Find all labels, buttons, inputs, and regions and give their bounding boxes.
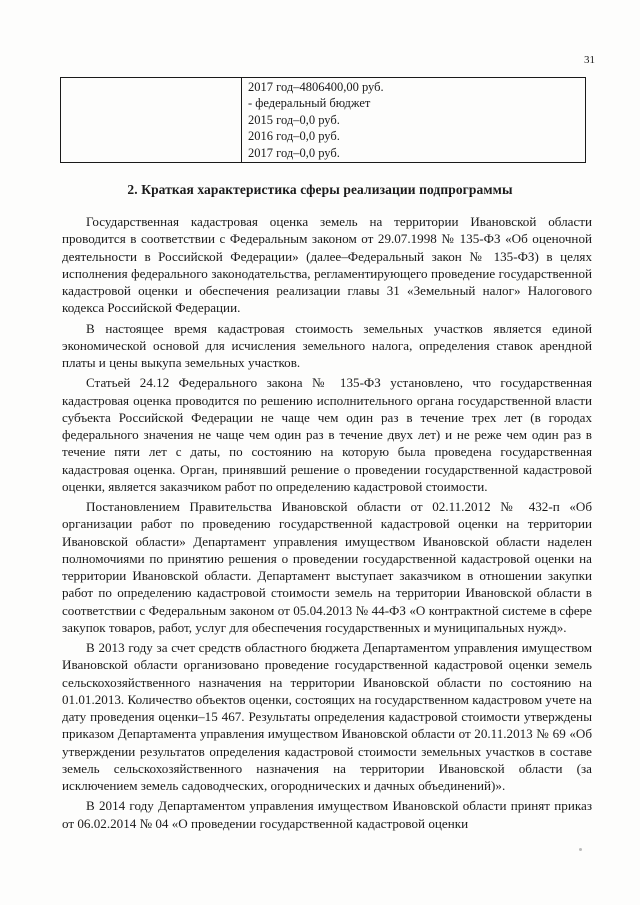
paragraph: В настоящее время кадастровая стоимость земельных участков является единой экономической основой для исчисления земельного налога, определения ставок арендной платы и цены выкупа земельных участков. xyxy=(62,320,592,370)
funding-table xyxy=(60,77,586,163)
table-line: 2017 год–0,0 руб. xyxy=(248,145,340,160)
paragraph: Статьей 24.12 Федерального закона № 135-ФЗ установлено, что государственная кадастровая оценка проводится по решению исполнительного органа государственной власти субъекта Российской Федерации не чаще чем один раз в течение трех лет (в городах федерального значения не чаще чем один раз в течение двух лет) и не реже чем один раз в течение пяти лет с даты, по состоянию на которую была проведена государственная кадастровая оценка. Орган, принявший решение о проведении государственной кадастровой оценки, является заказчиком работ по определению кадастровой стоимости. xyxy=(62,375,592,494)
paragraph: Государственная кадастровая оценка земель на территории Ивановской области проводится в соответствии с Федеральным законом от 29.07.1998 № 135-ФЗ «Об оценочной деятельности в Российской Федерации» (далее–Федеральный закон № 135-ФЗ) в целях исполнения федерального законодательства, регламентирующего проведение государственной кадастровой оценки и обеспечения реализации главы 31 «Земельный налог» Налогового кодекса Российской Федерации. xyxy=(62,214,592,316)
table-line: 2015 год–0,0 руб. xyxy=(248,112,340,127)
page-number: 31 xyxy=(584,54,595,66)
table-row xyxy=(61,78,586,163)
paragraph: В 2013 году за счет средств областного бюджета Департаментом управления имуществом Ивановской области организовано проведение государственной кадастровой оценки земель сельскохозяйственного назначения на территории Ивановской области по состоянию на 01.01.2013. Количество объектов оценки, состоящих на государственном кадастровом учете на дату проведения оценки–15 467. Результаты определения кадастровой стоимости утверждены приказом Департамента управления имуществом Ивановской области от 20.11.2013 № 69 «Об утверждении результатов определения кадастровой стоимости земельных участков в составе земель сельскохозяйственного назначения на территории Ивановской области (за исключением земель садоводческих, огороднических и дачных объединений)». xyxy=(62,640,592,793)
paragraph: Постановлением Правительства Ивановской области от 02.11.2012 № 432-п «Об организации работ по проведению государственной кадастровой оценки на территории Ивановской области» Департамент управления имуществом Ивановской области наделен полномочиями по принятию решения о проведении государственной кадастровой оценки на территории Ивановской области. Департамент выступает заказчиком в отношении закупки работ по определению кадастровой стоимости земель на территории Ивановской области в соответствии с Федеральным законом от 05.04.2013 № 44-ФЗ «О контрактной системе в сфере закупок товаров, работ, услуг для обеспечения государственных и муниципальных нужд». xyxy=(62,499,592,635)
table-cell-left xyxy=(61,78,242,163)
paragraph: В 2014 году Департаментом управления имуществом Ивановской области принят приказ от 06.02.2014 № 04 «О проведении государственной кадастровой оценки xyxy=(62,798,592,831)
table-cell-right xyxy=(242,78,586,163)
table-line: 2017 год–4806400,00 руб. xyxy=(248,80,384,94)
table-line: 2016 год–0,0 руб. xyxy=(248,129,340,144)
body-text xyxy=(62,213,592,832)
table-line: - федеральный бюджет xyxy=(248,96,371,111)
scan-artifact xyxy=(579,848,582,851)
section-title: 2. Краткая характеристика сферы реализации подпрограммы xyxy=(127,182,513,197)
